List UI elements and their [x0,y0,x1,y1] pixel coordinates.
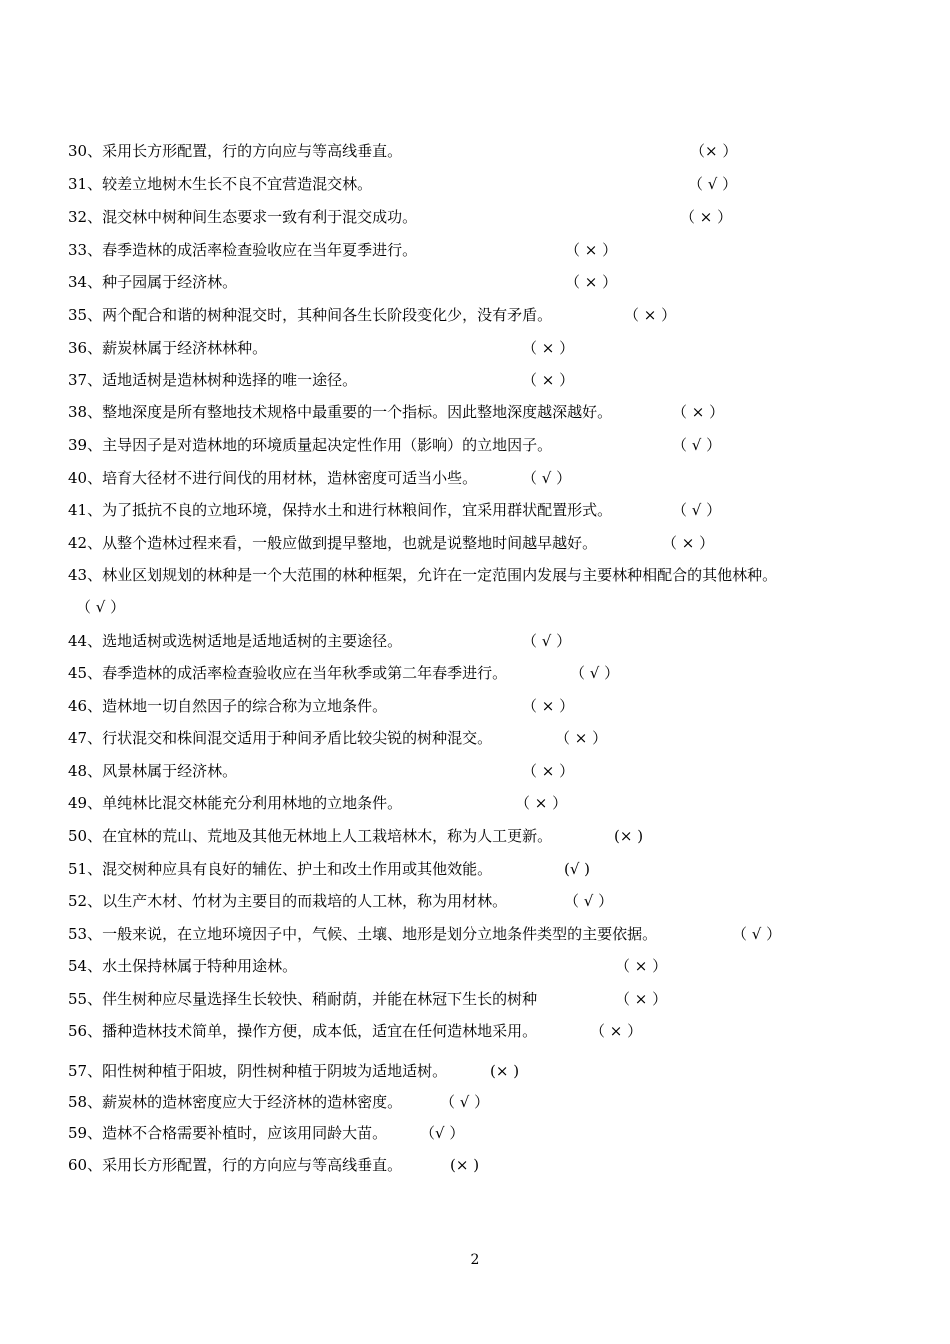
answer-mark: （ √ ） [672,436,722,454]
question-text: 43、林业区划规划的林种是一个大范围的林种框架，允许在一定范围内发展与主要林种相配合的其他林种。 [68,566,778,584]
question-text: 38、整地深度是所有整地技术规格中最重要的一个指标。因此整地深度越深越好。 [68,403,613,421]
answer-mark: （ × ） [662,534,715,552]
answer-mark: （ √ ） [522,469,572,487]
question-text: 49、单纯林比混交林能充分利用林地的立地条件。 [68,794,403,812]
question-text: 46、造林地一切自然因子的综合称为立地条件。 [68,697,388,715]
question-text: 35、两个配合和谐的树种混交时，其种间各生长阶段变化少，没有矛盾。 [68,306,553,324]
answer-mark: （ × ） [624,306,677,324]
question-text: 53、一般来说，在立地环境因子中，气候、土壤、地形是划分立地条件类型的主要依据。 [68,925,658,943]
question-text: 47、行状混交和株间混交适用于种间矛盾比较尖锐的树种混交。 [68,729,493,747]
answer-mark: （ × ） [565,273,618,291]
answer-mark: （ √ ） [570,664,620,682]
answer-mark: （ √ ） [522,632,572,650]
answer-mark: （ √ ） [564,892,614,910]
answer-mark: （ × ） [555,729,608,747]
answer-mark: （ × ） [522,339,575,357]
question-text: 39、主导因子是对造林地的环境质量起决定性作用（影响）的立地因子。 [68,436,553,454]
question-text: 56、播种造林技术简单，操作方便，成本低，适宜在任何造林地采用。 [68,1022,538,1040]
question-text: 42、从整个造林过程来看，一般应做到提早整地，也就是说整地时间越早越好。 [68,534,598,552]
answer-mark: （ √ ） [76,598,126,616]
answer-mark: （ √ ） [688,175,738,193]
question-text: 50、在宜林的荒山、荒地及其他无林地上人工栽培林木，称为人工更新。 [68,827,553,845]
answer-mark: （ × ） [672,403,725,421]
question-text: 48、风景林属于经济林。 [68,762,238,780]
answer-mark: （ × ） [522,697,575,715]
question-text: 41、为了抵抗不良的立地环境，保持水土和进行林粮间作，宜采用群状配置形式。 [68,501,613,519]
answer-mark: （ × ） [680,208,733,226]
question-text: 52、以生产木材、竹材为主要目的而栽培的人工林，称为用材林。 [68,892,508,910]
question-text: 32、混交林中树种间生态要求一致有利于混交成功。 [68,208,418,226]
answer-mark: （ × ） [522,762,575,780]
question-text: 44、选地适树或选树适地是适地适树的主要途径。 [68,632,403,650]
answer-mark: （ √ ） [732,925,782,943]
question-text: 37、适地适树是造林树种选择的唯一途径。 [68,371,358,389]
page-number: 2 [470,1252,480,1268]
question-text: 34、种子园属于经济林。 [68,273,238,291]
question-text: 30、采用长方形配置，行的方向应与等高线垂直。 [68,142,403,160]
answer-mark: （ × ） [590,1022,643,1040]
question-text: 33、春季造林的成活率检查验收应在当年夏季进行。 [68,241,418,259]
answer-mark: （ × ） [615,957,668,975]
question-text: 54、水土保持林属于特种用途林。 [68,957,298,975]
question-text: 40、培育大径材不进行间伐的用材林，造林密度可适当小些。 [68,469,478,487]
answer-mark: (× ) [490,1062,520,1080]
answer-mark: （ × ） [522,371,575,389]
answer-mark: （ × ） [515,794,568,812]
answer-mark: (× ) [614,827,644,845]
answer-mark: （ √ ） [440,1093,490,1111]
question-text: 36、薪炭林属于经济林林种。 [68,339,268,357]
question-text: 51、混交树种应具有良好的辅佐、护土和改土作用或其他效能。 [68,860,493,878]
question-text: 57、阳性树种植于阳坡，阴性树种植于阴坡为适地适树。 [68,1062,448,1080]
answer-mark: (√ ) [564,860,591,878]
question-text: 60、采用长方形配置，行的方向应与等高线垂直。 [68,1156,403,1174]
answer-mark: （ × ） [565,241,618,259]
answer-mark: （√ ） [420,1124,465,1142]
answer-mark: (× ) [450,1156,480,1174]
question-text: 55、伴生树种应尽量选择生长较快、稍耐荫，并能在林冠下生长的树种 [68,990,538,1008]
answer-mark: （× ） [690,142,738,160]
question-text: 31、较差立地树木生长不良不宜营造混交林。 [68,175,373,193]
answer-mark: （ × ） [615,990,668,1008]
question-text: 59、造林不合格需要补植时，应该用同龄大苗。 [68,1124,388,1142]
question-text: 45、春季造林的成活率检查验收应在当年秋季或第二年春季进行。 [68,664,508,682]
question-text: 58、薪炭林的造林密度应大于经济林的造林密度。 [68,1093,403,1111]
answer-mark: （ √ ） [672,501,722,519]
